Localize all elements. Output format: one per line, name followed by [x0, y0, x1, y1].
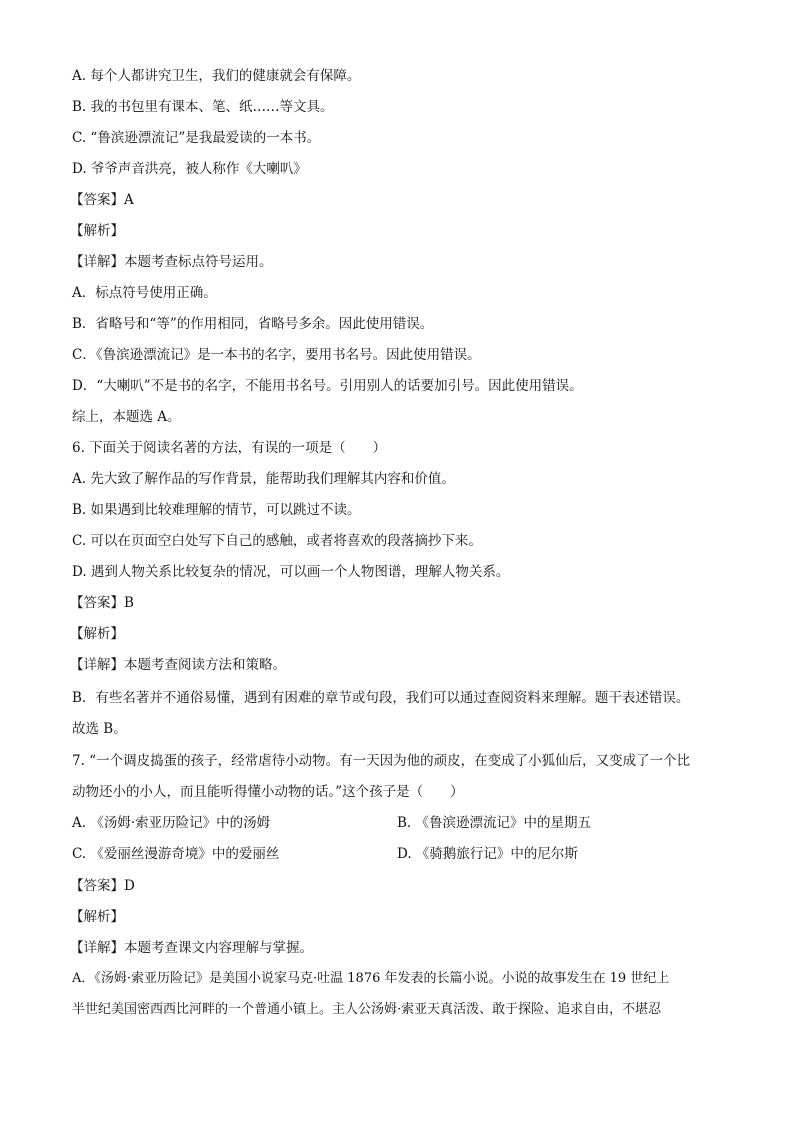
q6-explain-b: B．有些名著并不通俗易懂，遇到有困难的章节或句段，我们可以通过查阅资料来理解。题干表述错误。 — [72, 690, 690, 706]
q7-stem-line1: 7. “一个调皮捣蛋的孩子，经常虐待小动物。有一天因为他的顽皮，在变成了小狐仙后，又变成了一个比 — [72, 753, 691, 769]
q5-explain-a: A．标点符号使用正确。 — [72, 285, 217, 301]
q6-option-b: B. 如果遇到比较难理解的情节，可以跳过不读。 — [72, 502, 361, 518]
q5-conclusion: 综上，本题选 A。 — [72, 409, 181, 425]
q7-answer: 【答案】D — [70, 878, 135, 894]
q5-option-b: B. 我的书包里有课本、笔、纸……等文具。 — [72, 99, 334, 115]
q6-option-a: A. 先大致了解作品的写作背景，能帮助我们理解其内容和价值。 — [72, 471, 455, 487]
q7-option-b: B. 《鲁滨逊漂流记》中的星期五 — [397, 815, 592, 831]
q7-explain-line1: A．《汤姆·索亚历险记》是美国小说家马克·吐温 1876 年发表的长篇小说。小说的故事发生在 19 世纪上 — [72, 971, 670, 986]
q6-detail: 【详解】本题考查阅读方法和策略。 — [70, 657, 286, 673]
q5-explain-c: C．《鲁滨逊漂流记》是一本书的名字，要用书名号。因此使用错误。 — [72, 347, 481, 363]
q6-conclusion: 故选 B。 — [72, 721, 127, 737]
q6-option-d: D. 遇到人物关系比较复杂的情况，可以画一个人物图谱，理解人物关系。 — [72, 564, 510, 580]
q5-answer: 【答案】A — [70, 192, 134, 208]
q7-option-c: C. 《爱丽丝漫游奇境》中的爱丽丝 — [72, 846, 280, 862]
q5-explain-d: D．“大喇叭”不是书的名字，不能用书名号。引用别人的话要加引号。因此使用错误。 — [72, 378, 583, 394]
q7-detail: 【详解】本题考查课文内容理解与掌握。 — [70, 940, 313, 956]
q6-stem: 6. 下面关于阅读名著的方法，有误的一项是（ ） — [72, 440, 387, 456]
q7-analysis-label: 【解析】 — [70, 909, 124, 925]
q6-analysis-label: 【解析】 — [70, 626, 124, 642]
q7-option-d: D. 《骑鹅旅行记》中的尼尔斯 — [397, 846, 578, 862]
q7-explain-line2: 半世纪美国密西西比河畔的一个普通小镇上。主人公汤姆·索亚天真活泼、敢于探险、追求自由，不堪忍 — [72, 1002, 662, 1017]
q6-answer: 【答案】B — [70, 595, 134, 611]
q5-option-d: D. 爷爷声音洪亮，被人称作《大喇叭》 — [72, 161, 307, 177]
q5-explain-b: B．省略号和“等”的作用相同，省略号多余。因此使用错误。 — [72, 316, 434, 332]
q5-option-a: A. 每个人都讲究卫生，我们的健康就会有保障。 — [72, 68, 361, 84]
q5-detail: 【详解】本题考查标点符号运用。 — [70, 254, 273, 270]
q5-option-c: C. “鲁滨逊漂流记”是我最爱读的一本书。 — [72, 130, 321, 146]
q5-analysis-label: 【解析】 — [70, 223, 124, 239]
q6-option-c: C. 可以在页面空白处写下自己的感触，或者将喜欢的段落摘抄下来。 — [72, 533, 482, 549]
q7-option-a: A. 《汤姆·索亚历险记》中的汤姆 — [72, 815, 271, 831]
q7-stem-line2: 动物还小的小人，而且能听得懂小动物的话。”这个孩子是（ ） — [72, 784, 464, 800]
